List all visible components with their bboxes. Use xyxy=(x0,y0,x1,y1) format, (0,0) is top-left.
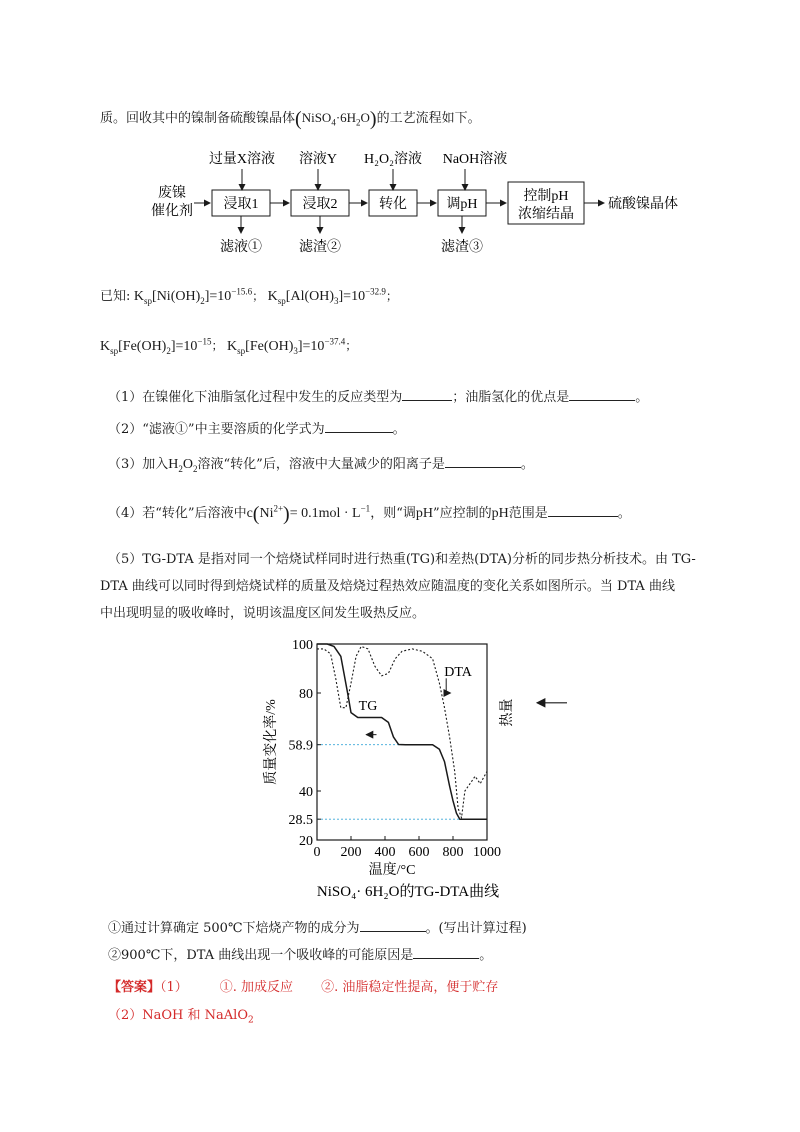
y-tick-label: 28.5 xyxy=(288,813,313,829)
box-convert: 转化 xyxy=(379,197,407,212)
ksp-fe-oh2: $K_{sp}[Fe(OH)_2]=10^{-15}$ xyxy=(100,336,212,356)
question-5-line-1: （5）TG-DTA 是指对同一个焙烧试样同时进行热重(TG)和差热(DTA)分析的同步热分析技术。由 TG- xyxy=(108,552,696,567)
dta-label: DTA xyxy=(444,664,472,680)
known-line-2: $K_{sp}[Fe(OH)_2]=10^{-15}$； $K_{sp}[Fe(OH)_3]=10^{-37.4}$； xyxy=(100,336,358,356)
box-control-ph: 控制pH xyxy=(523,189,569,204)
question-1: （1）在镍催化下油脂氢化过程中发生的反应类型为 ；油脂氢化的优点是 。 xyxy=(108,386,648,405)
intro-line xyxy=(100,107,481,131)
question-2: （2）“滤液①”中主要溶质的化学式为 。 xyxy=(108,418,406,437)
ksp-al-oh3: $K_{sp}[Al(OH)_3]=10^{-32.9}$ xyxy=(267,286,386,306)
answer-blank[interactable] xyxy=(445,454,521,468)
answer-blank[interactable] xyxy=(402,387,452,401)
x-tick-label: 200 xyxy=(340,845,362,860)
tg-dta-chart xyxy=(255,632,585,900)
sub-question-1: ①通过计算确定 500℃下焙烧产物的成分为 。(写出计算过程) xyxy=(108,917,527,936)
question-5-line-3: 中出现明显的吸收峰时，说明该温度区间发生吸热反应。 xyxy=(100,606,426,621)
y-tick-label: 80 xyxy=(299,687,313,702)
y-tick-label: 58.9 xyxy=(288,738,313,754)
reagent-x: 过量X溶液 xyxy=(208,152,276,167)
sub-question-2: ②900℃下，DTA 曲线出现一个吸收峰的可能原因是 。 xyxy=(108,944,492,963)
question-5-line-2: DTA 曲线可以同时得到焙烧试样的质量及焙烧过程热效应随温度的变化关系如图所示。当 DTA 曲线 xyxy=(100,579,675,594)
residue-3: 滤渣③ xyxy=(441,240,483,255)
question-3: （3）加入$H_2O_2$溶液“转化”后，溶液中大量减少的阳离子是 。 xyxy=(108,453,534,474)
answer-blank[interactable] xyxy=(548,503,618,517)
known-line-1: 已知: $K_{sp}[Ni(OH)_2]=10^{-15.6}$； $K_{sp}[Al(OH)_3]=10^{-32.9}$； xyxy=(100,286,398,306)
ksp-fe-oh3: $K_{sp}[Fe(OH)_3]=10^{-37.4}$ xyxy=(227,336,346,356)
x-tick-label: 600 xyxy=(408,845,430,860)
x-tick-label: 1000 xyxy=(473,845,501,860)
answer-1: ①. 加成反应 xyxy=(219,980,294,995)
x-tick-label: 400 xyxy=(374,845,396,860)
residue-2: 滤渣② xyxy=(299,240,341,255)
paren-open: ( xyxy=(295,108,302,130)
answer-2: ②. 油脂稳定性提高，便于贮存 xyxy=(321,980,499,995)
question-4: （4）若“转化”后溶液中$c(Ni^{2+})= 0.1mol \cdot L^{-1}$，则“调pH”应控制的pH范围是 。 xyxy=(108,503,631,525)
residue-1: 滤液① xyxy=(220,240,262,255)
process-flow-diagram xyxy=(130,145,710,260)
ksp-ni-oh2: $K_{sp}[Ni(OH)_2]=10^{-15.6}$ xyxy=(133,286,253,306)
reagent-naoh: NaOH溶液 xyxy=(442,152,508,167)
y-axis-label: 质量变化率/% xyxy=(264,699,279,785)
answer-blank[interactable] xyxy=(569,387,635,401)
known-label: 已知: xyxy=(100,289,131,304)
box-crystallize: 浓缩结晶 xyxy=(518,207,574,222)
answer-line-2: （2）NaOH 和 NaAlO$_2$ xyxy=(108,1008,254,1026)
product-label: 硫酸镍晶体 xyxy=(608,197,678,212)
start-label-1: 废镍 xyxy=(158,186,186,201)
intro-formula: $NiSO_4\cdot 6H_2O$ xyxy=(301,110,370,128)
x-axis-label: 温度/°C xyxy=(368,863,416,878)
y-tick-label: 20 xyxy=(299,834,313,849)
paren-close: ) xyxy=(369,108,377,130)
reagent-h2o2: H₂O₂溶液 xyxy=(364,152,422,167)
x-tick-label: 0 xyxy=(313,845,321,860)
y-tick-label: 40 xyxy=(299,785,313,800)
answer-blank[interactable] xyxy=(413,945,479,959)
answer-blank[interactable] xyxy=(360,918,426,932)
intro-prefix: 质。回收其中的镍制备硫酸镍晶体 xyxy=(100,111,296,126)
y2-axis-label: 热量 xyxy=(500,698,515,727)
box-leach2: 浸取2 xyxy=(302,197,338,212)
answer-line-1: 【答案】（1） ①. 加成反应 ②. 油脂稳定性提高，便于贮存 xyxy=(108,980,499,995)
intro-suffix: 的工艺流程如下。 xyxy=(376,111,481,126)
answer-blank[interactable] xyxy=(325,419,393,433)
answer-tag: 【答案】 xyxy=(108,980,161,995)
reagent-y: 溶液Y xyxy=(298,152,338,167)
start-label-2: 催化剂 xyxy=(151,204,193,219)
box-leach1: 浸取1 xyxy=(223,197,259,212)
box-adjust-ph: 调pH xyxy=(446,197,478,212)
x-tick-label: 800 xyxy=(442,845,464,860)
tg-label: TG xyxy=(358,699,378,715)
chart-title: NiSO₄· 6H₂O的TG-DTA曲线 xyxy=(316,884,500,900)
y-tick-label: 100 xyxy=(292,638,313,653)
